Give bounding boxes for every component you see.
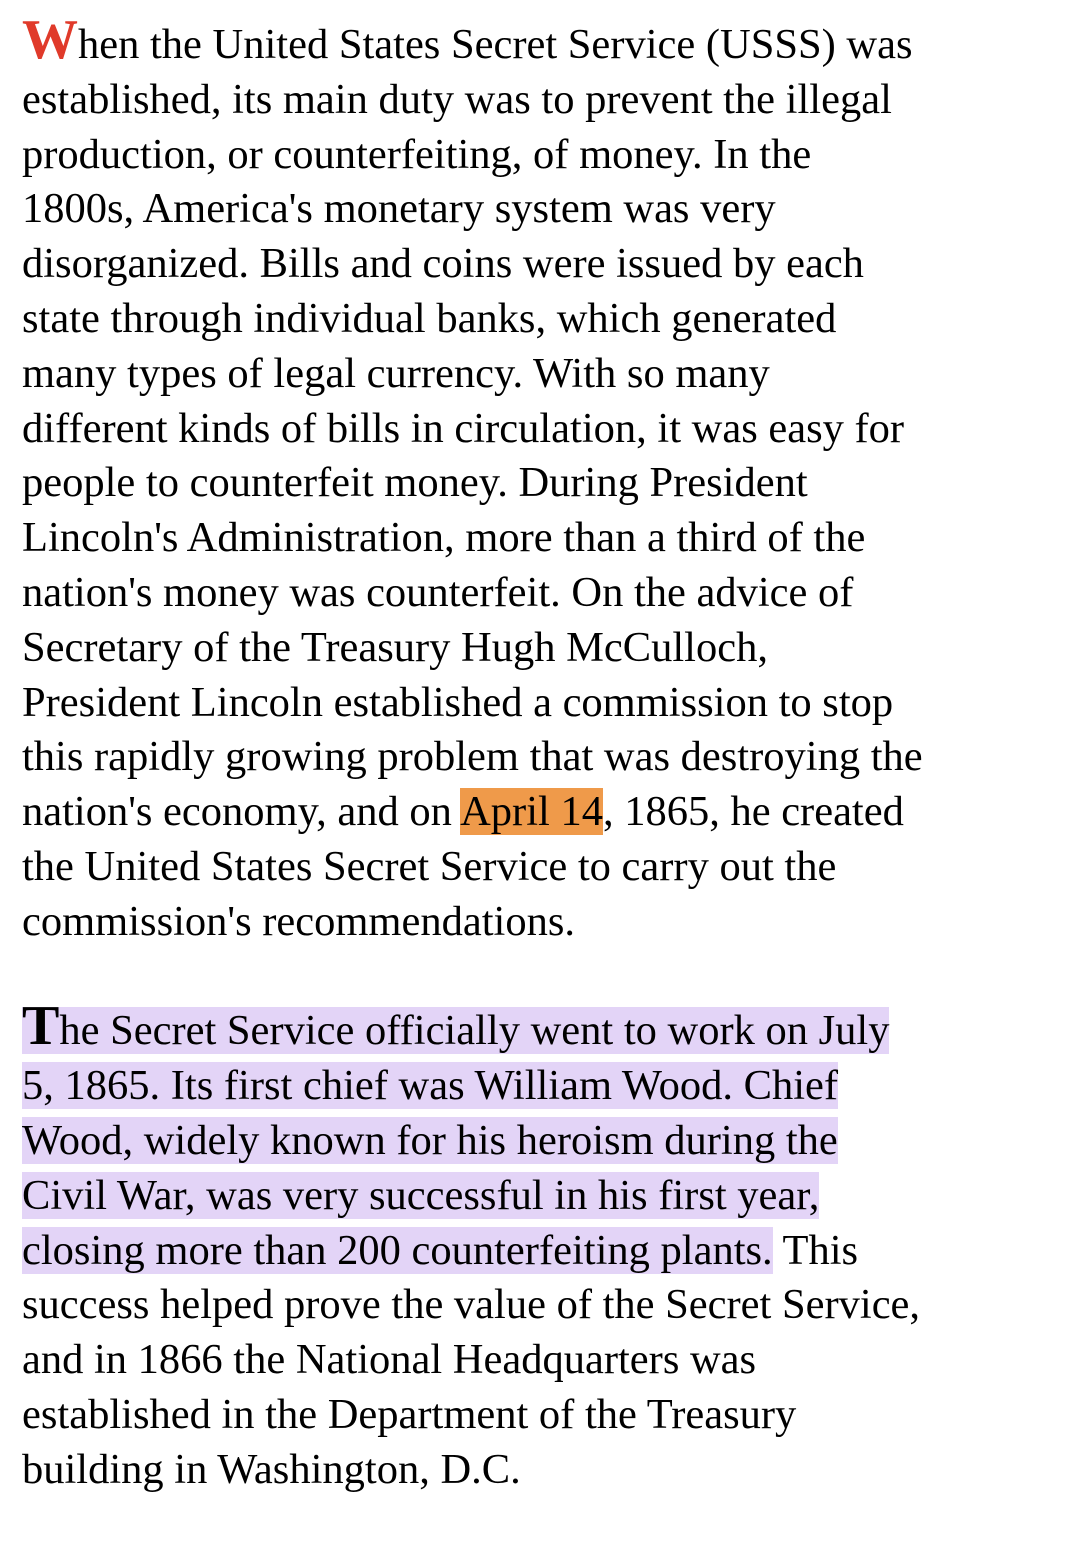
text-line: the United States Secret Service to carry out the (22, 842, 837, 890)
text-line: established in the Department of the Treasury (22, 1390, 797, 1438)
text-line: established, its main duty was to prevent the illegal (22, 75, 892, 123)
text-line (22, 1169, 1052, 1224)
highlight-april-14[interactable]: April 14 (460, 788, 603, 836)
text-line: President Lincoln established a commission to stop (22, 678, 894, 726)
dropcap: W (22, 9, 78, 71)
highlight-selection[interactable]: Civil War, was very successful in his first year, (22, 1171, 820, 1219)
text-line: many types of legal currency. With so many (22, 349, 770, 397)
text-line: state through individual banks, which generated (22, 294, 837, 342)
text-line: commission's recommendations. (22, 897, 575, 945)
text-line: this rapidly growing problem that was destroying the (22, 733, 923, 781)
text-line: 1800s, America's monetary system was very (22, 185, 776, 233)
paragraph-1 (22, 9, 1052, 950)
text-line: closing more than 200 counterfeiting plants. This (22, 1226, 859, 1274)
text-line (22, 995, 1052, 1059)
paragraph-2 (22, 995, 1052, 1497)
text-line: disorganized. Bills and coins were issued by each (22, 240, 864, 288)
text-line: nation's money was counterfeit. On the advice of (22, 568, 854, 616)
highlight-selection[interactable]: Wood, widely known for his heroism during the (22, 1116, 838, 1164)
text-line: building in Washington, D.C. (22, 1445, 521, 1493)
text-line: different kinds of bills in circulation, it was easy for (22, 404, 905, 452)
highlight-selection[interactable]: 5, 1865. Its first chief was William Wood. Chief (22, 1062, 839, 1110)
text-line: production, or counterfeiting, of money. In the (22, 130, 812, 178)
text-line: success helped prove the value of the Secret Service, (22, 1281, 921, 1329)
text-line: Lincoln's Administration, more than a third of the (22, 514, 866, 562)
text-line (22, 1059, 1052, 1114)
text-line: people to counterfeit money. During President (22, 459, 808, 507)
text-line: Secretary of the Treasury Hugh McCulloch, (22, 623, 768, 671)
document-body (22, 9, 1052, 1498)
highlight-selection[interactable]: closing more than 200 counterfeiting plants. (22, 1226, 773, 1274)
text-line: nation's economy, and on April 14, 1865, he created (22, 788, 904, 836)
highlight-selection[interactable]: The Secret Service officially went to work on July (22, 995, 890, 1058)
text-line: and in 1866 the National Headquarters was (22, 1336, 757, 1384)
dropcap: T (22, 995, 60, 1058)
text-line: When the United States Secret Service (USSS) was (22, 9, 913, 71)
text-line (22, 1114, 1052, 1169)
